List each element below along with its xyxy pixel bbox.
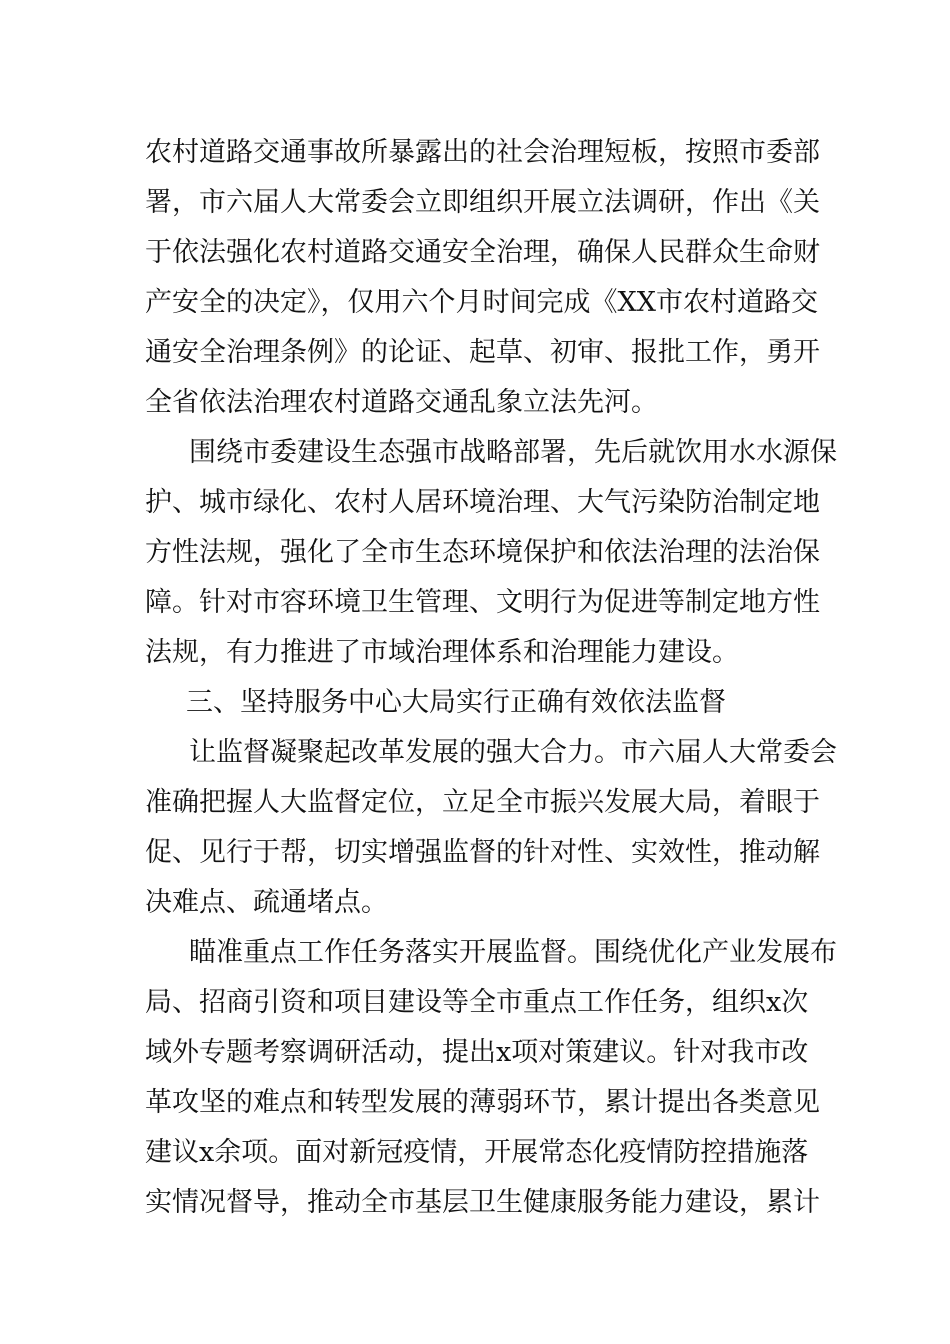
text-line: 全省依法治理农村道路交通乱象立法先河。 (145, 387, 658, 418)
text-line: 障。针对市容环境卫生管理、文明行为促进等制定地方性 (145, 587, 820, 618)
text-line: 革攻坚的难点和转型发展的薄弱环节，累计提出各类意见 (145, 1087, 820, 1118)
text-line: 促、见行于帮，切实增强监督的针对性、实效性，推动解 (145, 837, 820, 868)
text-line: 建议x余项。面对新冠疫情，开展常态化疫情防控措施落 (145, 1137, 809, 1168)
text-line: 于依法强化农村道路交通安全治理，确保人民群众生命财 (145, 237, 820, 268)
text-line: 署，市六届人大常委会立即组织开展立法调研，作出《关 (145, 187, 820, 218)
text-line: 实情况督导，推动全市基层卫生健康服务能力建设，累计 (145, 1187, 820, 1218)
text-line: 通安全治理条例》的论证、起草、初审、报批工作，勇开 (145, 337, 820, 368)
text-line: 产安全的决定》，仅用六个月时间完成《XX市农村道路交 (145, 287, 818, 318)
text-line: 农村道路交通事故所暴露出的社会治理短板，按照市委部 (145, 137, 820, 168)
section-heading: 三、坚持服务中心大局实行正确有效依法监督 (186, 687, 726, 718)
body-text (145, 128, 837, 1228)
paragraph-start-line: 让监督凝聚起改革发展的强大合力。市六届人大常委会 (189, 737, 837, 768)
text-line: 护、城市绿化、农村人居环境治理、大气污染防治制定地 (145, 487, 820, 518)
paragraph-start-line: 瞄准重点工作任务落实开展监督。围绕优化产业发展布 (189, 937, 837, 968)
text-line: 准确把握人大监督定位，立足全市振兴发展大局，着眼于 (145, 787, 820, 818)
text-line: 法规，有力推进了市域治理体系和治理能力建设。 (145, 637, 739, 668)
text-line: 方性法规，强化了全市生态环境保护和依法治理的法治保 (145, 537, 820, 568)
text-line: 局、招商引资和项目建设等全市重点工作任务，组织x次 (145, 987, 809, 1018)
paragraph-start-line: 围绕市委建设生态强市战略部署，先后就饮用水水源保 (189, 437, 837, 468)
text-line: 决难点、疏通堵点。 (145, 887, 388, 918)
text-line: 域外专题考察调研活动，提出x项对策建议。针对我市改 (145, 1037, 809, 1068)
